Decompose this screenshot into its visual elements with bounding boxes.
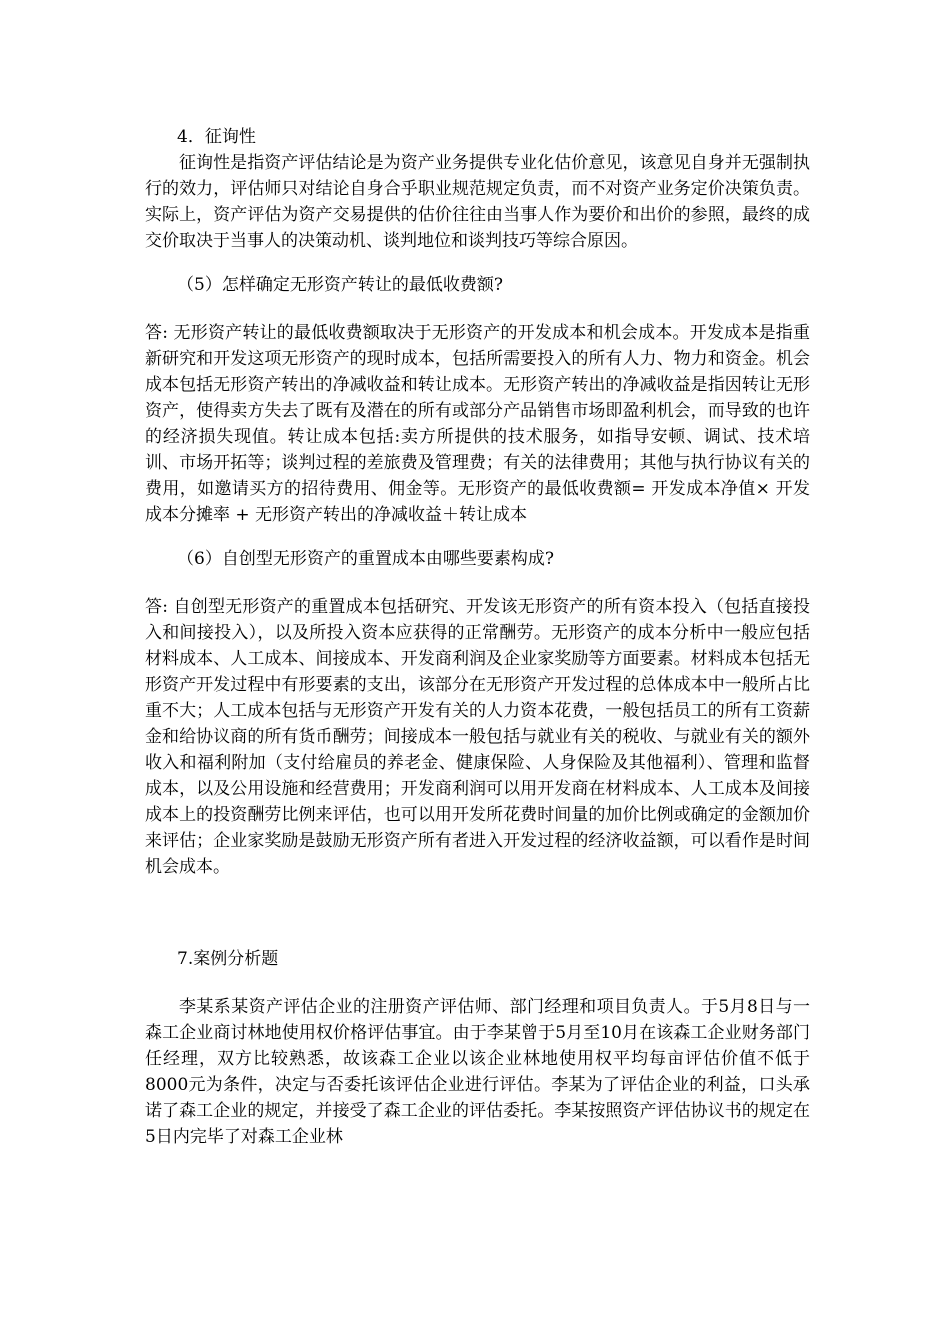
- section-7-heading: 7.案例分析题: [177, 949, 279, 969]
- section-7-body: 李某系某资产评估企业的注册资产评估师、部门经理和项目负责人。于5月8日与一森工企业商讨林地使用权价格评估事宜。由于李某曾于5月至10月在该森工企业财务部门任经理，双方比较熟悉，故该森工企业以该企业林地使用权平均每亩评估价值不低于8000元为条件，决定与否委托该评估企业进行评估。李某为了评估企业的利益，口头承诺了森工企业的规定，并接受了森工企业的评估委托。李某按照资产评估协议书的规定在5日内完毕了对森工企业林: [145, 997, 810, 1147]
- spacer: [145, 528, 810, 546]
- spacer: [145, 254, 810, 272]
- spacer: [145, 880, 810, 946]
- question-6-answer: 答: 自创型无形资产的重置成本包括研究、开发该无形资产的所有资本投入（包括直接投入和间接投入），以及所投入资本应获得的正常酬劳。无形资产的成本分析中一般应包括材料成本、人工成本、间接成本、开发商利润及企业家奖励等方面要素。材料成本包括无形资产开发过程中有形要素的支出，该部分在无形资产开发过程的总体成本中一般所占比重不大；人工成本包括与无形资产开发有关的人力资本花费，一般包括员工的所有工资薪金和给协议商的所有货币酬劳；间接成本一般包括与就业有关的税收、与就业有关的额外收入和福利附加（支付给雇员的养老金、健康保险、人身保险及其他福利）、管理和监督成本，以及公用设施和经营费用；开发商利润可以用开发商在材料成本、人工成本及间接成本上的投资酬劳比例来评估，也可以用开发所花费时间量的加价比例或确定的金额加价来评估；企业家奖励是鼓励无形资产所有者进入开发过程的经济收益额，可以看作是时间机会成本。: [145, 597, 810, 877]
- section-4-body: 征询性是指资产评估结论是为资产业务提供专业化估价意见，该意见自身并无强制执行的效力，评估师只对结论自身合乎职业规范规定负责，而不对资产业务定价决策负责。实际上，资产评估为资产交易提供的估价往往由当事人作为要价和出价的参照，最终的成交价取决于当事人的决策动机、谈判地位和谈判技巧等综合原因。: [145, 153, 810, 251]
- question-5-answer: 答: 无形资产转让的最低收费额取决于无形资产的开发成本和机会成本。开发成本是指重新研究和开发这项无形资产的现时成本，包括所需要投入的所有人力、物力和资金。机会成本包括无形资产转出的净减收益和转让成本。无形资产转出的净减收益是指因转让无形资产，使得卖方失去了既有及潜在的所有或部分产品销售市场即盈利机会，而导致的也许的经济损失现值。转让成本包括:卖方所提供的技术服务，如指导安顿、调试、技术培训、市场开拓等；谈判过程的差旅费及管理费；有关的法律费用；其他与执行协议有关的费用，如邀请买方的招待费用、佣金等。无形资产的最低收费额= 开发成本净值× 开发成本分摊率 + 无形资产转出的净减收益＋转让成本: [145, 323, 810, 525]
- spacer: [145, 972, 810, 994]
- question-6-heading: （6）自创型无形资产的重置成本由哪些要素构成?: [177, 549, 554, 569]
- spacer: [145, 572, 810, 594]
- question-5-heading: （5）怎样确定无形资产转让的最低收费额?: [177, 275, 503, 295]
- spacer: [145, 298, 810, 320]
- document-page: [145, 124, 810, 1150]
- section-4-heading: 4．征询性: [177, 127, 256, 147]
